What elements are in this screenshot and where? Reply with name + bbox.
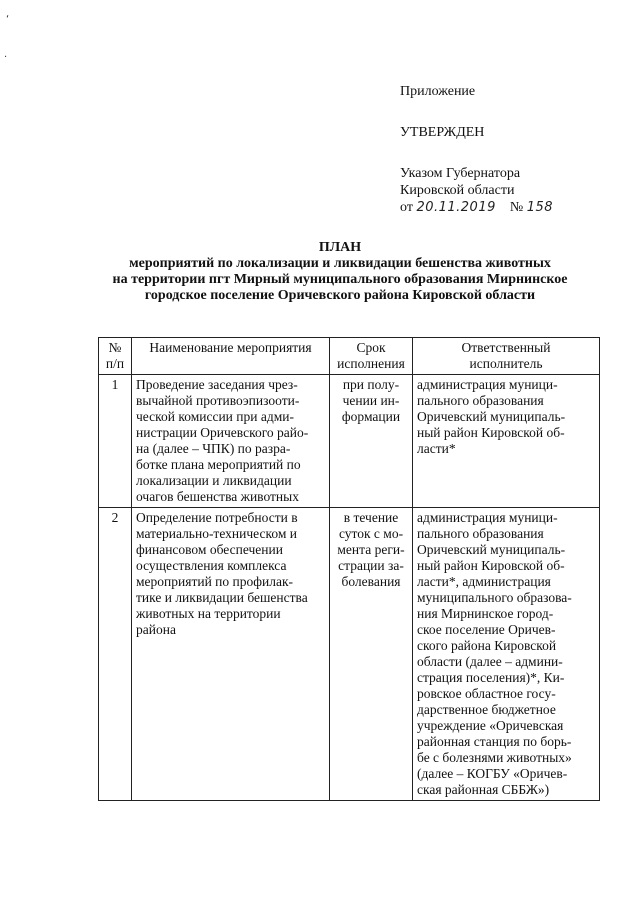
- responsible-party-line: области (далее – админи-: [417, 654, 563, 669]
- activity-name-line: тике и ликвидации бешенства: [136, 590, 308, 605]
- table-body: [99, 375, 600, 801]
- responsible-party-line: администрация муници-: [417, 510, 558, 525]
- responsible-party-line: администрация муници-: [417, 377, 558, 392]
- table-row: [99, 508, 600, 801]
- activity-name-line: мероприятий по профилак-: [136, 574, 293, 589]
- activity-name-line: финансовом обеспечении: [136, 542, 283, 557]
- scan-mark: ‘: [6, 14, 10, 25]
- decree-number: 158: [526, 200, 554, 215]
- activity-name-line: осуществления комплекса: [136, 558, 287, 573]
- table-row: [99, 375, 600, 508]
- execution-term-line: суток с мо-: [338, 526, 404, 541]
- responsible-party-line: ровское областное госу-: [417, 686, 556, 701]
- responsible-party-line: пального образования: [417, 393, 544, 408]
- responsible-party: [413, 375, 600, 508]
- responsible-party-line: ского района Кировской: [417, 638, 557, 653]
- execution-term: [330, 375, 413, 508]
- decree-line-2: Кировской области: [400, 183, 515, 198]
- responsible-party-line: бе с болезнями животных»: [417, 750, 572, 765]
- document-title: [90, 240, 590, 304]
- responsible-party-line: дарственное бюджетное: [417, 702, 556, 717]
- execution-term-line: в течение: [343, 510, 399, 525]
- decree-line-1: Указом Губернатора: [400, 166, 521, 181]
- responsible-party-line: учреждение «Оричевская: [417, 718, 564, 733]
- activity-name-line: локализации и ликвидации: [136, 473, 292, 488]
- title-line: мероприятий по локализации и ликвидации бешенства животных: [129, 256, 551, 271]
- activity-name: [132, 508, 330, 801]
- responsible-party-line: ское поселение Оричев-: [417, 622, 556, 637]
- responsible-party-line: ный район Кировской об-: [417, 558, 565, 573]
- activity-name-line: вычайной противоэпизооти-: [136, 393, 300, 408]
- row-number: 2: [99, 508, 132, 801]
- number-label: №: [509, 200, 524, 215]
- header-name: Наименование мероприятия: [132, 338, 330, 375]
- responsible-party-line: пального образования: [417, 526, 544, 541]
- activity-name-line: материально-техническом и: [136, 526, 297, 541]
- responsible-party-line: страция поселения)*, Ки-: [417, 670, 565, 685]
- activity-name-line: Проведение заседания чрез-: [136, 377, 298, 392]
- approved-label: УТВЕРЖДЕН: [400, 125, 485, 140]
- header-term: Срок исполнения: [330, 338, 413, 375]
- responsible-party-line: Оричевский муниципаль-: [417, 542, 566, 557]
- execution-term-line: при полу-: [342, 377, 400, 392]
- execution-term-line: болевания: [341, 574, 401, 589]
- responsible-party-line: районная станция по борь-: [417, 734, 572, 749]
- execution-term-line: страции за-: [338, 558, 404, 573]
- execution-term-line: формации: [341, 409, 401, 424]
- activity-name-line: района: [136, 622, 176, 637]
- responsible-party-line: ласти*, администрация: [417, 574, 551, 589]
- table-header-row: [99, 338, 600, 375]
- title-heading: ПЛАН: [318, 240, 362, 255]
- responsible-party-line: ская районная СББЖ»): [417, 782, 550, 797]
- row-number: 1: [99, 375, 132, 508]
- approval-block: [400, 83, 630, 216]
- execution-term-line: чении ин-: [342, 393, 400, 408]
- activity-name-line: ботке плана мероприятий по: [136, 457, 301, 472]
- responsible-party-line: (далее – КОГБУ «Оричев-: [417, 766, 568, 781]
- responsible-party-line: ласти*: [417, 441, 456, 456]
- decree-date: 20.11.2019: [416, 200, 496, 215]
- responsible-party-line: муниципального образова-: [417, 590, 572, 605]
- decree-date-line: [400, 199, 630, 216]
- activity-name: [132, 375, 330, 508]
- activity-name-line: ческой комиссии при адми-: [136, 409, 294, 424]
- plan-table: [98, 337, 600, 801]
- scan-mark: ·: [4, 52, 8, 63]
- activity-name-line: очагов бешенства животных: [136, 489, 299, 504]
- from-label: от: [400, 200, 413, 215]
- responsible-party-line: Оричевский муниципаль-: [417, 409, 566, 424]
- header-num: № п/п: [99, 338, 132, 375]
- responsible-party-line: ния Мирнинское город-: [417, 606, 554, 621]
- activity-name-line: Определение потребности в: [136, 510, 298, 525]
- header-responsible: Ответственный исполнитель: [413, 338, 600, 375]
- responsible-party: [413, 508, 600, 801]
- execution-term-line: мента реги-: [337, 542, 405, 557]
- execution-term: [330, 508, 413, 801]
- responsible-party-line: ный район Кировской об-: [417, 425, 565, 440]
- appendix-label: Приложение: [400, 84, 476, 99]
- title-line: городское поселение Оричевского района Кировской области: [144, 288, 536, 303]
- activity-name-line: на (далее – ЧПК) по разра-: [136, 441, 291, 456]
- activity-name-line: животных на территории: [136, 606, 281, 621]
- title-line: на территории пгт Мирный муниципального образования Мирнинское: [112, 272, 568, 287]
- activity-name-line: нистрации Оричевского райо-: [136, 425, 309, 440]
